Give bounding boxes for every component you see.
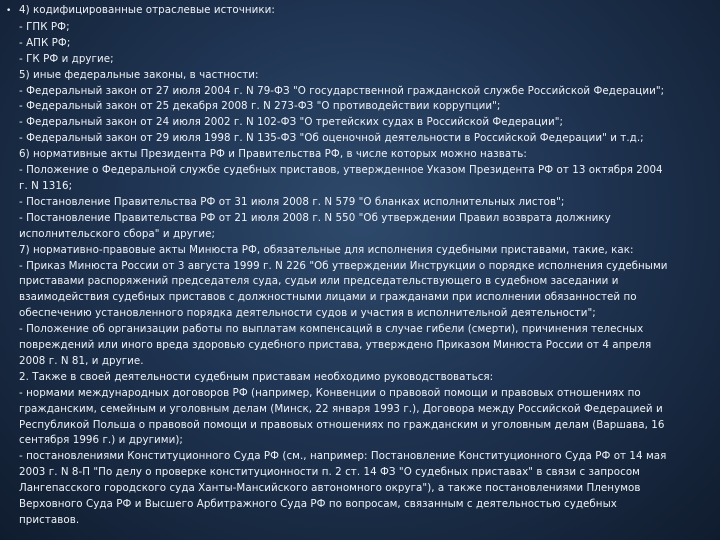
text-line: повреждений или иного вреда здоровью судебного пристава, утверждено Приказом Минюста России от 4 апреля [19,339,652,352]
slide-body-text [6,3,712,529]
text-line: - ГПК РФ; [19,20,70,33]
text-line: 6) нормативные акты Президента РФ и Правительства РФ, в числе которых можно назвать: [19,148,527,161]
text-line: сентября 1996 г.) и другими); [19,434,183,447]
text-line: - постановлениями Конституционного Суда РФ (см., например: Постановление Конституционного Суда РФ от 14 мая [19,450,667,463]
text-line: 7) нормативно-правовые акты Минюста РФ, обязательные для исполнения судебными приставами, такие, как: [19,243,634,256]
bullet-icon: • [6,6,12,16]
text-line: взаимодействия судебных приставов с должностными лицами и гражданами при исполнении обязанностей по [19,291,637,304]
text-line: • 4) кодифицированные отраслевые источники: [6,3,712,20]
text-line: приставами распоряжений председателя суда, судьи или председательствующего в судебном заседании и [19,275,619,288]
text-line: обеспечению установленного порядка деятельности судов и участия в исполнительной деятельности"; [19,307,596,320]
text-line: - Федеральный закон от 24 июля 2002 г. N 102-ФЗ "О третейских судах в Российской Федерации"; [19,116,564,129]
text-line: 2. Также в своей деятельности судебным приставам необходимо руководствоваться: [19,370,494,383]
text-line: гражданским, семейным и уголовным делам (Минск, 22 января 1993 г.), Договора между Российской Федерацией и [19,402,663,415]
text-line: - Постановление Правительства РФ от 21 июля 2008 г. N 550 "Об утверждении Правил возврата должнику [19,211,611,224]
text-line: - нормами международных договоров РФ (например, Конвенции о правовой помощи и правовых отношениях по [19,386,641,399]
text-line: Верховного Суда РФ и Высшего Арбитражного Суда РФ по вопросам, связанным с деятельностью судебных [19,498,617,511]
text-line: - Положение об организации работы по выплатам компенсаций в случае гибели (смерти), причинения телесных [19,323,644,336]
text-line: г. N 1316; [19,179,73,192]
text-line: - Приказ Минюста России от 3 августа 1999 г. N 226 "Об утверждении Инструкции о порядке исполнения судебными [19,259,668,272]
text-line: приставов. [19,514,80,526]
text-line: 2008 г. N 81, и другие. [19,354,144,367]
text-line: - АПК РФ; [19,36,71,49]
text-line: - Федеральный закон от 25 декабря 2008 г. N 273-ФЗ "О противодействии коррупции"; [19,100,501,113]
text-line: - Федеральный закон от 27 июля 2004 г. N 79-ФЗ "О государственной гражданской службе Российской Федерации"; [19,84,665,97]
text-line: Лангепасского городского суда Ханты-Мансийского автономного округа"), а также постановлениями Пленумов [19,482,641,495]
text-line: Республикой Польша о правовой помощи и правовых отношениях по гражданским и уголовным делам (Варшава, 16 [19,418,665,431]
text-line: - Постановление Правительства РФ от 31 июля 2008 г. N 579 "О бланках исполнительных листов"; [19,195,565,208]
text-line: исполнительского сбора" и другие; [19,227,215,240]
text-line: - Положение о Федеральной службе судебных приставов, утвержденное Указом Президента РФ от 13 октября 2004 [19,164,663,177]
text-line: 5) иные федеральные законы, в частности: [19,68,259,81]
text-line: 2003 г. N 8-П "По делу о проверке конституционности п. 2 ст. 14 ФЗ "О судебных приставах" в связи с запросом [19,466,640,479]
text-line: - ГК РФ и другие; [19,52,114,65]
text-line: - Федеральный закон от 29 июля 1998 г. N 135-ФЗ "Об оценочной деятельности в Российской Федерации" и т.д.; [19,132,644,145]
